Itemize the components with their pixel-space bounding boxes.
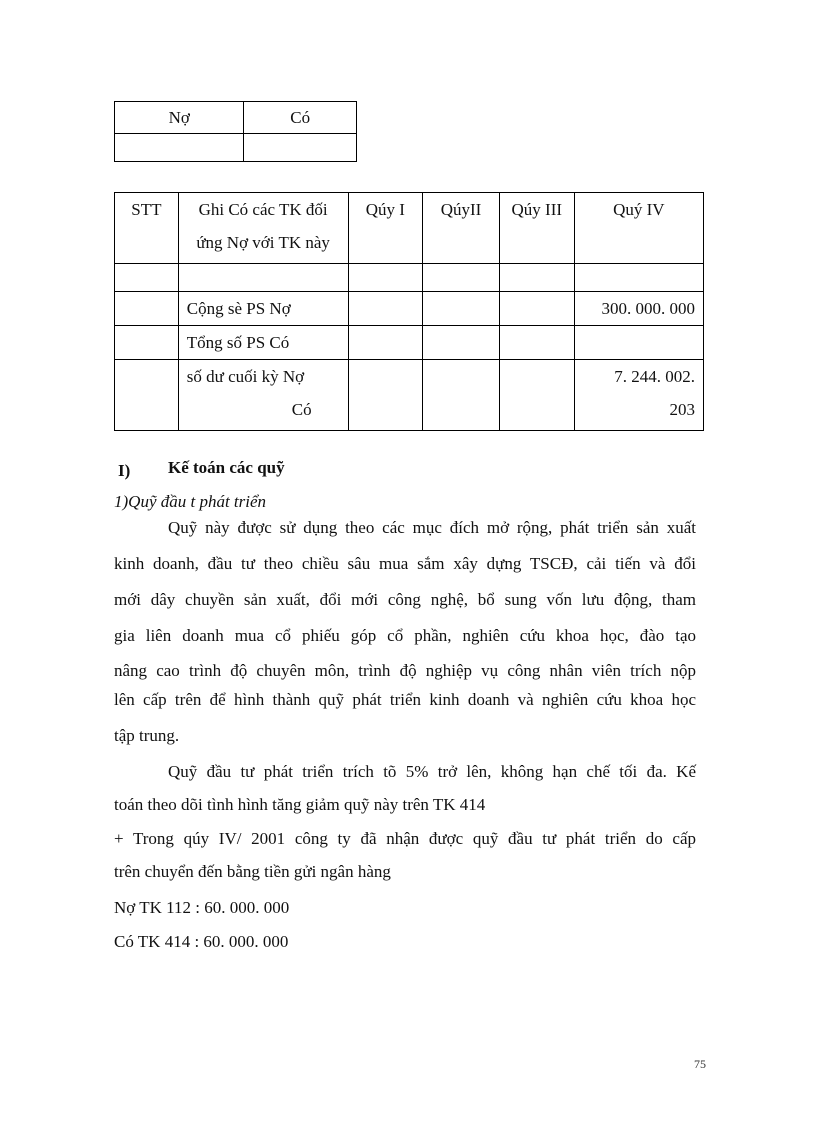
section-title: Kế toán các quỹ [168, 458, 285, 477]
row-label-du-cuoi [178, 360, 348, 431]
paragraph1-line7: tập trung. [114, 726, 180, 745]
header-q4: Quý IV [574, 193, 703, 264]
table-row [115, 292, 704, 326]
entry-credit: Có TK 414 : 60. 000. 000 [114, 932, 289, 951]
table-row [115, 326, 704, 360]
cell-co [244, 134, 357, 162]
paragraph1-line2: kinh doanh, đầu tư theo chiều sâu mua sắm xây dựng TSCĐ, cải tiến và đổi [114, 554, 696, 573]
du-cuoi-q4-line2: 203 [669, 400, 695, 419]
entry-debit: Nợ TK 112 : 60. 000. 000 [114, 898, 290, 917]
header-desc-line1: Ghi Có các TK đối [198, 200, 328, 219]
header-q1: Qúy I [348, 193, 423, 264]
du-cuoi-line2: Có [291, 400, 312, 419]
section-subtitle: 1)Quỹ đầu t phát triển [114, 492, 267, 511]
header-q2: QúyII [423, 193, 500, 264]
paragraph3-line1: + Trong qúy IV/ 2001 công ty đã nhận được quỹ đầu tư phát triển do cấp [114, 829, 696, 848]
row-label-tong-co: Tổng số PS Có [178, 326, 348, 360]
paragraph1-line5: nâng cao trình độ chuyên môn, trình độ nghiệp vụ công nhân viên trích nộp [114, 661, 696, 680]
page-number: 75 [694, 1057, 706, 1071]
section-number: I) [118, 461, 131, 480]
paragraph2-line2: toán theo dõi tình hình tăng giảm quỹ này trên TK 414 [114, 795, 486, 814]
paragraph1-line6: lên cấp trên để hình thành quỹ phát triển kinh doanh và nghiên cứu khoa học [114, 690, 696, 709]
du-cuoi-q4-line1: 7. 244. 002. [614, 367, 695, 386]
table-row [115, 264, 704, 292]
table-header-row [115, 193, 704, 264]
header-co: Có [244, 102, 357, 134]
row-label-cong-no: Cộng sè PS Nợ [178, 292, 348, 326]
paragraph1-line1: Quỹ này được sử dụng theo các mục đích mở rộng, phát triển sản xuất [168, 518, 696, 537]
debit-credit-table [114, 101, 357, 162]
row-value-du-cuoi-q4 [574, 360, 703, 431]
header-description [178, 193, 348, 264]
paragraph1-line3: mới dây chuyền sản xuất, đổi mới công nghệ, bổ sung vốn lưu động, tham [114, 590, 696, 609]
header-desc-line2: ứng Nợ với TK này [196, 233, 330, 252]
header-q3: Qúy III [499, 193, 574, 264]
paragraph1-line4: gia liên doanh mua cổ phiếu góp cổ phần, nghiên cứu khoa học, đào tạo [114, 626, 696, 645]
header-no: Nợ [115, 102, 244, 134]
cell-no [115, 134, 244, 162]
ledger-table [114, 192, 704, 431]
paragraph3-line2: trên chuyển đến bằng tiền gửi ngân hàng [114, 862, 391, 881]
row-value-cong-no-q4: 300. 000. 000 [574, 292, 703, 326]
table-row [115, 360, 704, 431]
table-row [115, 134, 357, 162]
du-cuoi-line1: số dư cuối kỳ Nợ [186, 367, 305, 386]
table-row [115, 102, 357, 134]
header-stt: STT [115, 193, 179, 264]
paragraph2-line1: Quỹ đầu tư phát triển trích tõ 5% trở lên, không hạn chế tối đa. Kế [168, 762, 696, 781]
